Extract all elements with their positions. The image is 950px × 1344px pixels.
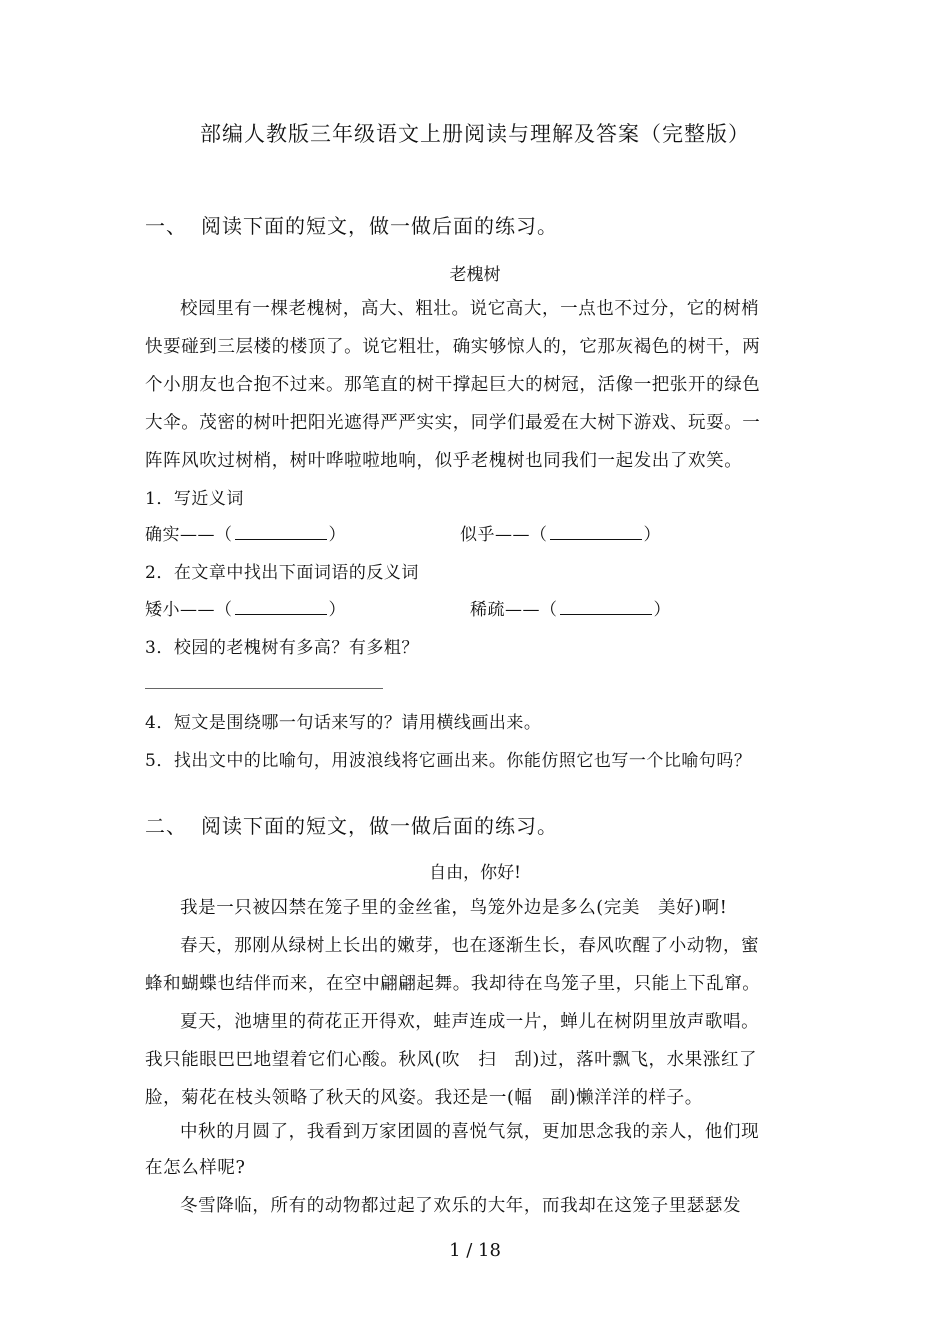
question-3: 3．校园的老槐树有多高？有多粗？: [145, 638, 419, 658]
paren-close: ）: [643, 525, 661, 545]
answer-blank[interactable]: [560, 600, 652, 615]
passage-line: 阵阵风吹过树梢，树叶哗啦啦地响，似乎老槐树也同我们一起发出了欢笑。: [145, 451, 743, 471]
question-1: 1．写近义词: [145, 489, 244, 509]
section-heading-text-1: 阅读下面的短文，做一做后面的练习。: [201, 214, 558, 238]
answer-blank[interactable]: [235, 525, 327, 540]
synonym-item-1: [145, 520, 346, 545]
antonym-label-1: 矮小——（: [145, 600, 233, 620]
passage-line: 大伞。茂密的树叶把阳光遮得严严实实，同学们最爱在大树下游戏、玩耍。一: [145, 413, 761, 433]
synonym-label-1: 确实——（: [145, 525, 233, 545]
passage-line: 个小朋友也合抱不过来。那笔直的树干撑起巨大的树冠，活像一把张开的绿色: [145, 375, 761, 395]
passage-line: 春天，那刚从绿树上长出的嫩芽，也在逐渐生长，春风吹醒了小动物，蜜: [180, 936, 760, 956]
section-number-1: 一、: [145, 214, 187, 238]
answer-blank[interactable]: [550, 525, 642, 540]
passage-line: 中秋的月圆了，我看到万家团圆的喜悦气氛，更加思念我的亲人，他们现: [180, 1122, 760, 1142]
section-heading-text-2: 阅读下面的短文，做一做后面的练习。: [201, 814, 558, 838]
antonym-item-2: [470, 595, 671, 620]
passage-line: 冬雪降临，所有的动物都过起了欢乐的大年，而我却在这笼子里瑟瑟发: [180, 1196, 742, 1216]
passage-line: 校园里有一棵老槐树，高大、粗壮。说它高大，一点也不过分，它的树梢: [180, 299, 760, 319]
document-title: 部编人教版三年级语文上册阅读与理解及答案（完整版）: [200, 122, 750, 146]
passage-line: 我是一只被囚禁在笼子里的金丝雀，鸟笼外边是多么(完美 美好)啊!: [180, 898, 728, 918]
antonym-item-1: [145, 595, 346, 620]
passage-line: 脸，菊花在枝头领略了秋天的风姿。我还是一(幅 副)懒洋洋的样子。: [145, 1088, 703, 1108]
question-2: 2．在文章中找出下面词语的反义词: [145, 563, 419, 583]
section-heading-2: [145, 810, 558, 839]
passage-line: 夏天，池塘里的荷花正开得欢，蛙声连成一片，蝉儿在树阴里放声歌唱。: [180, 1012, 760, 1032]
synonym-item-2: [460, 520, 661, 545]
paren-close: ）: [328, 600, 346, 620]
article-title-1: 老槐树: [449, 265, 501, 285]
paren-close: ）: [653, 600, 671, 620]
passage-line: 我只能眼巴巴地望着它们心酸。秋风(吹 扫 刮)过，落叶飘飞，水果涨红了: [145, 1050, 758, 1070]
article-title-2: 自由，你好!: [429, 863, 521, 883]
question-5: 5．找出文中的比喻句，用波浪线将它画出来。你能仿照它也写一个比喻句吗？: [145, 751, 752, 771]
section-number-2: 二、: [145, 814, 187, 838]
section-heading-1: [145, 210, 558, 239]
page-number: 1 / 18: [449, 1240, 501, 1261]
passage-line: 快要碰到三层楼的楼顶了。说它粗壮，确实够惊人的，它那灰褐色的树干，两: [145, 337, 761, 357]
paren-close: ）: [328, 525, 346, 545]
antonym-label-2: 稀疏——（: [470, 600, 558, 620]
question-4: 4．短文是围绕哪一句话来写的？请用横线画出来。: [145, 713, 542, 733]
passage-line: 蜂和蝴蝶也结伴而来，在空中翩翩起舞。我却待在鸟笼子里，只能上下乱窜。: [145, 974, 761, 994]
synonym-label-2: 似乎——（: [460, 525, 548, 545]
answer-blank[interactable]: [235, 600, 327, 615]
passage-line: 在怎么样呢?: [145, 1158, 246, 1178]
answer-line[interactable]: [145, 688, 383, 689]
